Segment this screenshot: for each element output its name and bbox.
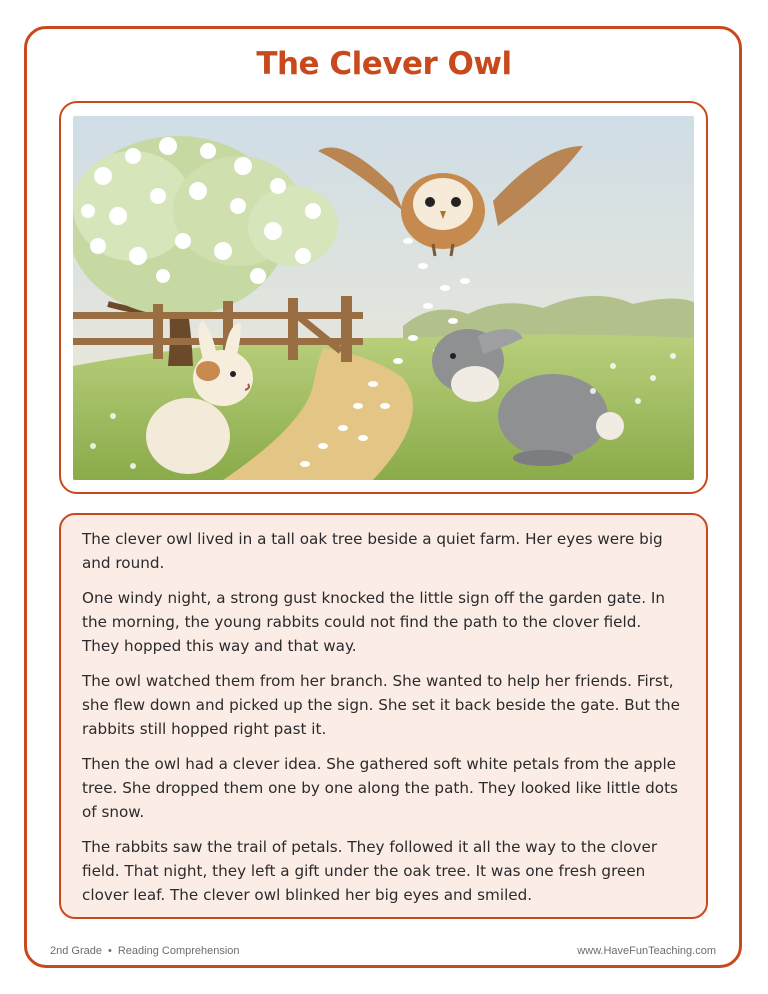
story-paragraph-3: The owl watched them from her branch. She wanted to help her friends. First, she flew down and picked up the sign. She set it back beside the gate. But the rabbits still hopped right past it. <box>82 672 680 738</box>
page-title: The Clever Owl <box>256 46 512 82</box>
story-illustration <box>73 116 694 480</box>
story-paragraph-5: The rabbits saw the trail of petals. They followed it all the way to the clover field. That night, they left a gift under the oak tree. It was one fresh green clover leaf. The clever owl blinked her big eyes and smiled. <box>82 838 658 904</box>
footer-separator: • <box>107 945 112 957</box>
footer-website-link[interactable]: www.HaveFunTeaching.com <box>577 945 716 957</box>
footer-left <box>50 945 240 957</box>
footer-grade: 2nd Grade <box>50 945 102 957</box>
story-text <box>82 527 682 918</box>
story-paragraph-1: The clever owl lived in a tall oak tree beside a quiet farm. Her eyes were big and round. <box>82 530 663 572</box>
story-paragraph-2: One windy night, a strong gust knocked the little sign off the garden gate. In the morning, the young rabbits could not find the path to the clover field. They hopped this way and that way. <box>82 589 666 655</box>
footer-subject: Reading Comprehension <box>117 945 240 957</box>
story-paragraph-4: Then the owl had a clever idea. She gathered soft white petals from the apple tree. She dropped them one by one along the path. They looked like little dots of snow. <box>82 755 678 821</box>
